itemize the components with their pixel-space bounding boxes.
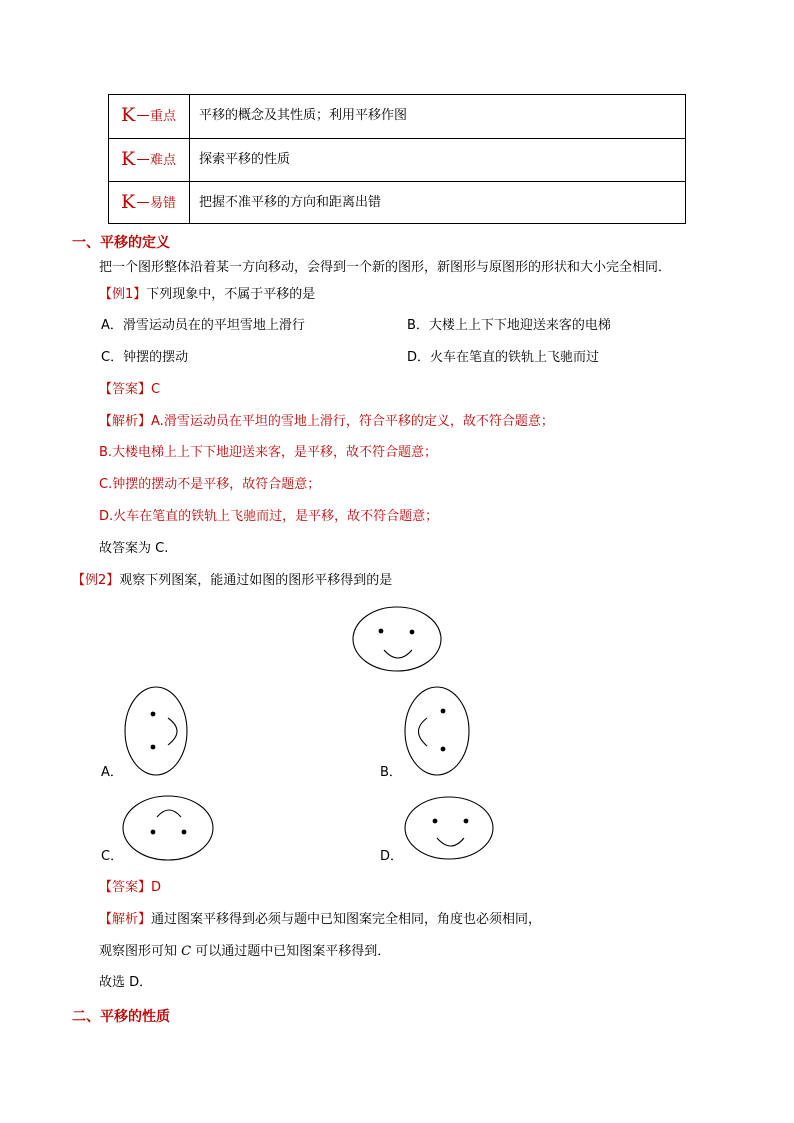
- answer-value: C: [151, 382, 161, 397]
- option-c-label: C．: [101, 849, 124, 864]
- analysis-text: 通过图案平移得到必须与题中已知图案完全相同，角度也必须相同，: [151, 912, 542, 927]
- example1-conclusion: 故答案为 C.: [99, 541, 169, 556]
- example2-analysis-line1: [99, 911, 541, 929]
- option-a-figure: [124, 686, 188, 776]
- k-dash: [137, 115, 149, 116]
- example2-analysis-line2: [99, 943, 390, 961]
- key-point-label: [109, 139, 190, 181]
- option-d-figure: [404, 796, 494, 860]
- k-letter: K: [121, 148, 136, 170]
- example1-analysis-line4: D.火车在笔直的铁轨上飞驰而过，是平移，故不符合题意；: [99, 509, 439, 524]
- reference-smiley-figure: [352, 606, 442, 672]
- analysis-text: A.滑雪运动员在平坦的雪地上滑行，符合平移的定义，故不符合题意；: [151, 414, 554, 429]
- example1-analysis-line3: C.钟摆的摆动不是平移，故符合题意；: [99, 477, 321, 492]
- key-point-row: [109, 181, 685, 224]
- example2-conclusion: 故选 D．: [99, 975, 153, 990]
- key-point-word: 重点: [150, 109, 177, 124]
- key-point-row: [109, 95, 685, 138]
- key-point-label: [109, 182, 190, 224]
- option-d-label: D．: [380, 849, 404, 864]
- definition-text: 把一个图形整体沿着某一方向移动，会得到一个新的图形，新图形与原图形的形状和大小完全相同．: [99, 260, 672, 275]
- question-text: 下列现象中，不属于平移的是: [146, 287, 316, 302]
- example2-answer: [99, 879, 161, 897]
- example1-analysis-line1: [99, 413, 554, 431]
- key-point-word: 难点: [150, 153, 177, 168]
- section-title: 二、平移的性质: [72, 1009, 170, 1025]
- example1-answer: [99, 381, 160, 399]
- option-b-figure: [404, 686, 470, 776]
- option-d: D．火车在笔直的铁轨上飞驰而过: [407, 350, 600, 365]
- k-letter: K: [121, 104, 136, 126]
- key-points-table: [108, 94, 686, 224]
- example2-question: [72, 572, 392, 590]
- example-tag: 【例1】: [99, 287, 147, 302]
- example1-analysis-line2: B.大楼电梯上上下下地迎送来客，是平移，故不符合题意；: [99, 445, 438, 460]
- key-point-row: [109, 138, 685, 181]
- k-dash: [137, 159, 149, 160]
- answer-tag: 【答案】: [99, 880, 152, 895]
- option-b: B．大楼上上下下地迎送来客的电梯: [407, 318, 611, 333]
- section-title: 一、平移的定义: [72, 235, 170, 251]
- option-c: C．钟摆的摆动: [101, 350, 189, 365]
- key-point-word: 易错: [150, 196, 177, 211]
- variable-c: C: [181, 944, 192, 959]
- k-dash: [137, 202, 149, 203]
- k-letter: K: [121, 191, 136, 213]
- option-a-label: A．: [101, 765, 123, 780]
- example1-question: [99, 286, 315, 304]
- key-point-text: 平移的概念及其性质；利用平移作图: [199, 108, 408, 123]
- answer-value: D: [151, 880, 162, 895]
- key-point-text: 把握不准平移的方向和距离出错: [199, 195, 382, 210]
- question-text: 观察下列图案，能通过如图的图形平移得到的是: [119, 573, 393, 588]
- analysis-tag: 【解析】: [99, 912, 152, 927]
- key-point-text: 探索平移的性质: [199, 152, 291, 167]
- analysis-tag: 【解析】: [99, 414, 152, 429]
- key-point-label: [109, 95, 190, 138]
- option-b-label: B．: [380, 765, 402, 780]
- option-c-figure: [122, 795, 214, 861]
- example-tag: 【例2】: [72, 573, 120, 588]
- answer-tag: 【答案】: [99, 382, 152, 397]
- analysis-text-pre: 观察图形可知: [99, 944, 182, 959]
- analysis-text-post: 可以通过题中已知图案平移得到．: [191, 944, 391, 959]
- option-a: A．滑雪运动员在的平坦雪地上滑行: [101, 318, 305, 333]
